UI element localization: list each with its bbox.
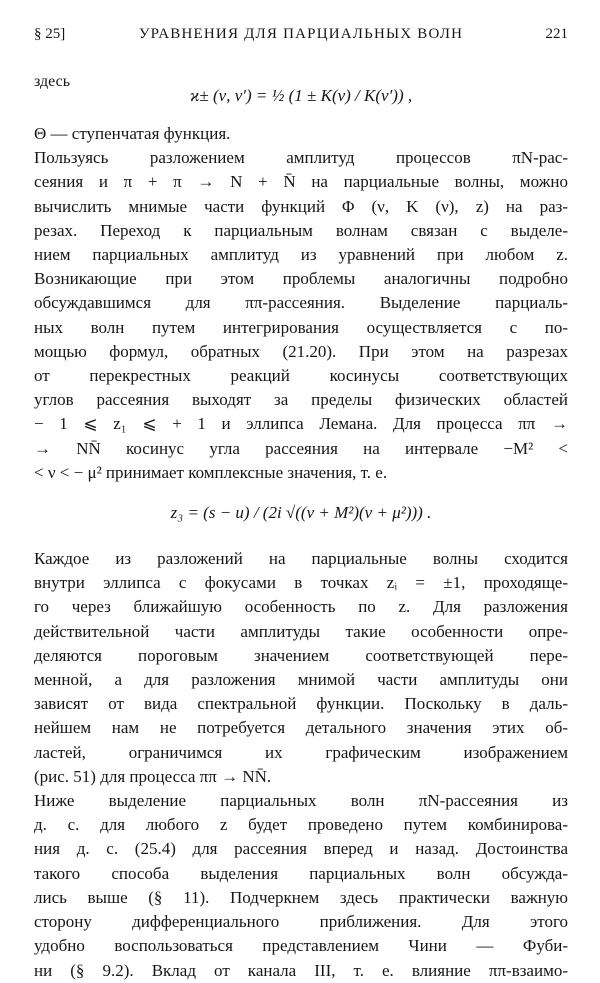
text-line: внутри эллипса с фокусами в точках zᵢ = ±1, проходяще- <box>34 573 568 593</box>
text-line: сторону дифференциального приближения. Для этого <box>34 912 568 932</box>
text-line: сеяния и π + π → N + N̄ на парциальные волны, можно <box>34 172 568 192</box>
paragraph-1 <box>34 122 568 485</box>
text-line: ластей, ограничимся их графическим изображением <box>34 742 568 762</box>
lead-word: здесь <box>34 73 71 90</box>
text-line: резах. Переход к парциальным волнам связан с выделе- <box>34 220 568 240</box>
text-line: мощью формул, обратных (21.20). При этом на разрезах <box>34 341 568 361</box>
book-page <box>34 26 568 983</box>
text-line: < ν < − μ² принимает комплексные значения, т. е. <box>34 462 388 482</box>
section-number: § 25] <box>34 26 66 42</box>
text-line: менной, а для разложения мнимой части амплитуды они <box>34 670 568 690</box>
text-line: (рис. 51) для процесса ππ → NN̄. <box>34 766 272 786</box>
running-title: УРАВНЕНИЯ ДЛЯ ПАРЦИАЛЬНЫХ ВОЛН <box>138 26 464 42</box>
text-line: нием парциальных амплитуд из уравнений при любом z. <box>34 245 568 265</box>
text-line: Пользуясь разложением амплитуд процессов πN-рас- <box>34 148 568 168</box>
text-line: ных волн путем интегрирования осуществляется с по- <box>34 317 568 337</box>
text-line: нейшем нам не потребуется детального значения этих об- <box>34 718 568 738</box>
text-line: вычислить мнимые части функций Φ (ν, K (ν), z) на раз- <box>34 196 568 216</box>
text-line: зависят от вида спектральной функции. Поскольку в даль- <box>34 694 568 714</box>
text-line: удобно воспользоваться представлением Чини — Фуби- <box>34 936 568 956</box>
text-line: го через ближайшую особенность по z. Для разложения <box>34 597 568 617</box>
text-line: ния д. с. (25.4) для рассеяния вперед и назад. Достоинства <box>34 839 568 859</box>
text-line: деляются пороговым значением соответствующей пере- <box>34 645 568 665</box>
text-line: углов рассеяния выходят за пределы физических областей <box>34 390 568 410</box>
paragraph-3 <box>34 789 568 983</box>
text-line: действительной части амплитуды такие особенности опре- <box>34 621 568 641</box>
text-line: Θ — ступенчатая функция. <box>34 124 231 143</box>
text-line: − 1 ⩽ z₁ ⩽ + 1 и эллипса Лемана. Для процесса ππ → <box>34 414 568 434</box>
text-line: обсуждавшимся для ππ-рассеяния. Выделение парциаль- <box>34 293 568 313</box>
running-header <box>34 26 568 54</box>
paragraph-2 <box>34 547 568 789</box>
text-line: → NN̄ косинус угла рассеяния на интервале −M² < <box>34 438 568 458</box>
text-line: д. с. для любого z будет проведено путем комбинирова- <box>34 815 568 835</box>
equation-kappa: ϰ± (ν, ν′) = ½ (1 ± K(ν) / K(ν′)) , <box>189 86 413 105</box>
text-line: Каждое из разложений на парциальные волны сходится <box>34 549 568 569</box>
page-number: 221 <box>545 26 568 42</box>
equation-z3: z₃ = (s − u) / (2i √((ν + M²)(ν + μ²))) . <box>170 503 432 523</box>
text-line: ни (§ 9.2). Вклад от канала III, т. е. влияние ππ-взаимо- <box>34 960 568 980</box>
text-line: лись выше (§ 11). Подчеркнем здесь практически важную <box>34 887 568 907</box>
text-line: Возникающие при этом проблемы аналогичны подробно <box>34 269 568 289</box>
text-line: такого способа выделения парциальных волн обсужда- <box>34 863 568 883</box>
text-line: от перекрестных реакций косинусы соответствующих <box>34 366 568 386</box>
text-line: Ниже выделение парциальных волн πN-рассеяния из <box>34 791 568 811</box>
